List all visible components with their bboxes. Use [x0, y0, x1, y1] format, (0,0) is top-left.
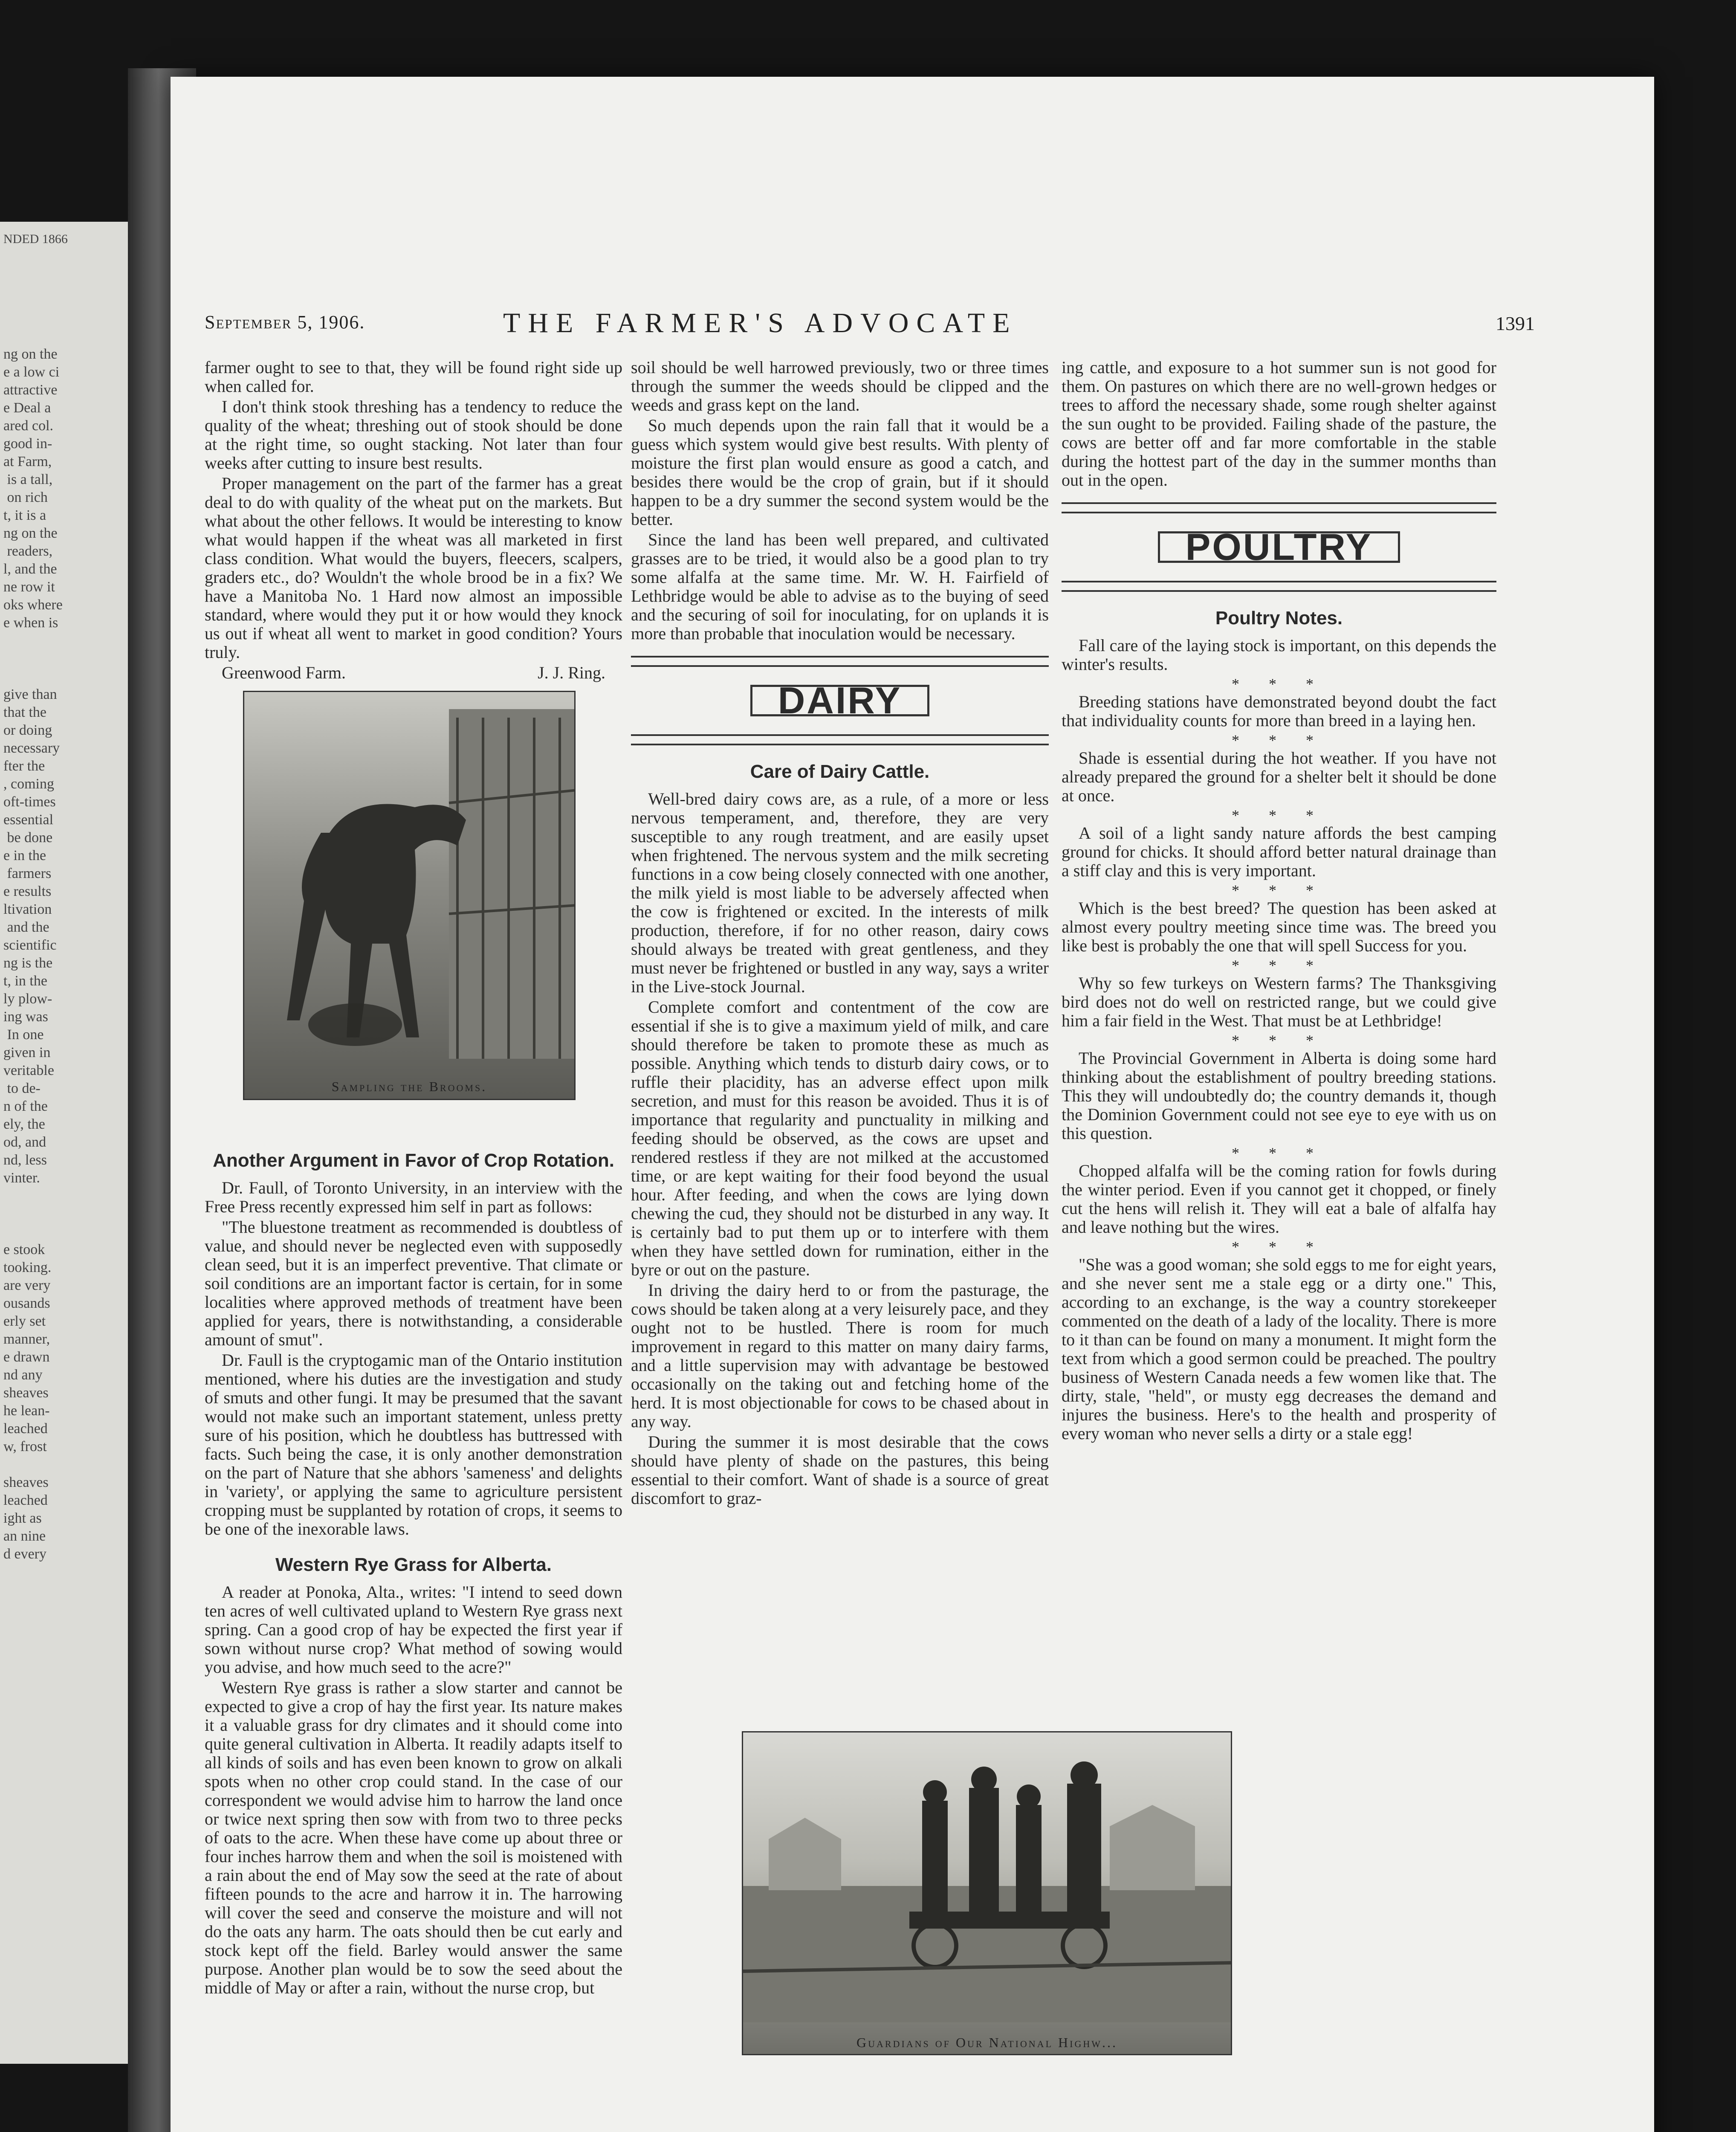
- note: Which is the best breed? The question has been asked at almost every poultry meeting since time was. The breed you like best is probably the one that will spell Success for you.: [1062, 898, 1496, 955]
- paragraph: So much depends upon the rain fall that it would be a guess which system would give best results. With plenty of moisture the first plan would ensure as good a catch, and besides there would be the crop of grain, but if it should happen to be a dry summer the second system would be the better.: [631, 416, 1049, 529]
- section-label: DAIRY: [750, 685, 930, 716]
- paragraph: soil should be well harrowed previously, two or three times through the summer the weeds should be clipped and the weeds and grass kept on the land.: [631, 358, 1049, 414]
- paragraph: During the summer it is most desirable that the cows should have plenty of shade on the pastures, this being essential to their comfort. Want of shade is a source of great discomfort to graz-: [631, 1432, 1049, 1508]
- separator: * * *: [1232, 675, 1326, 692]
- signature-place: Greenwood Farm.: [222, 663, 346, 682]
- photo-colt-sampling-brooms: [243, 691, 576, 1100]
- paragraph: Western Rye grass is rather a slow starter and cannot be expected to give a crop of hay the first year. Its nature makes it a valuable grass for dry climates and it should come into quite general cultivation in Alberta. It readily adapts itself to all kinds of soils and has even been known to grow on alkali spots when no other crop could stand. In the case of our correspondent we would advise him to harrow the land once or twice next spring then sow with from two to three pecks of oats to the acre. When these have come up about three or four inches harrow them and when the soil is moistened with a rain about the end of May sow the seed at the rate of about fifteen pounds to the acre and harrow it in. The harrowing will cover the seed and conserve the moisture and will not do the oats any harm. The oats should then be cut early and stock kept off the field. Barley would answer the same purpose. Another plan would be to sow the seed about the middle of May or after a rain, without the nurse crop, but: [205, 1678, 622, 1997]
- paragraph: Well-bred dairy cows are, as a rule, of a more or less nervous temperament, and, therefore, they are very susceptible to any rough treatment, and are easily upset when frightened. The nervous system and the milk secreting functions in a cow being closely connected with one another, the milk yield is most liable to be adversely affected when the cow is frightened or excited. In the interests of milk production, therefore, if for no other reason, dairy cows should always be treated with great gentleness, and they must never be frightened or bustled in any way, says a writer in the Live-stock Journal.: [631, 789, 1049, 996]
- signature-name: J. J. Ring.: [538, 663, 605, 682]
- article-headline: Poultry Notes.: [1215, 608, 1343, 629]
- column-2: [631, 358, 1049, 1509]
- column-1: [205, 358, 622, 682]
- separator: * * *: [1232, 1144, 1326, 1162]
- issue-date: September 5, 1906.: [205, 312, 365, 333]
- section-label: POULTRY: [1158, 531, 1400, 563]
- signature: [205, 663, 622, 682]
- colt-illustration: [244, 692, 576, 1067]
- prev-page-text: ng on the e a low ci attractive e Deal a ared col. good in- at Farm, is a tall, on rich t, it is a ng on the readers, l, and the ne row it oks where e when is give than that the or doing necessary fter the , coming oft-times essential be done e in the farmers e results ltivation and the scientific ng is the t, in the ly plow- ing was In one given in veritable to de- n of the ely, the od, and nd, less vinter. e stook tooking. are very ousands erly set manner, e drawn nd any sheaves he lean- leached w, frost sheaves leached ight as an nine d every: [3, 346, 63, 1562]
- separator: * * *: [1232, 1032, 1326, 1049]
- paragraph: farmer ought to see to that, they will be found right side up when called for.: [205, 358, 622, 396]
- paragraph: In driving the dairy herd to or from the pasturage, the cows should be taken along at a very leisurely pace, and they ought not to be hustled. There is room for much improvement in regard to this matter on many dairy farms, and a little supervision may with advantage be bestowed occasionally on the taking out and fetching home of the herd. It is most objectionable for cows to be chased about in any way.: [631, 1280, 1049, 1431]
- article-headline: Another Argument in Favor of Crop Rotation.: [213, 1150, 614, 1171]
- separator: * * *: [1232, 732, 1326, 749]
- handcar-illustration: [743, 1732, 1232, 2022]
- article-headline: Care of Dairy Cattle.: [750, 761, 930, 782]
- note: A soil of a light sandy nature affords the best camping ground for chicks. It should afford better natural drainage than a stiff clay and this is very important.: [1062, 823, 1496, 880]
- column-3: [1062, 358, 1496, 1445]
- note: Breeding stations have demonstrated beyond doubt the fact that individuality counts for more than breed in a laying hen.: [1062, 692, 1496, 730]
- paragraph: "The bluestone treatment as recommended is doubtless of value, and should never be neglected even with supposedly clean seed, but it is an imperfect preventive. That climate or soil conditions are an important factor is certain, for in some localities where approved methods of treatment have been applied for years, there is notwithstanding, a considerable amount of smut".: [205, 1217, 622, 1349]
- article-headline: Western Rye Grass for Alberta.: [275, 1554, 552, 1575]
- paragraph: I don't think stook threshing has a tendency to reduce the quality of the wheat; threshing out of stook should be done at the right time, so ought stacking. Not later than four weeks after cutting to insure best results.: [205, 397, 622, 472]
- page-header: [205, 307, 1535, 354]
- paragraph: Dr. Faull, of Toronto University, in an interview with the Free Press recently expressed him self in part as follows:: [205, 1178, 622, 1216]
- note: Why so few turkeys on Western farms? The Thanksgiving bird does not do well on restricted range, but we could give him a fair field in the West. That must be at Lethbridge!: [1062, 973, 1496, 1030]
- separator: * * *: [1232, 882, 1326, 899]
- separator: * * *: [1232, 807, 1326, 824]
- note: Chopped alfalfa will be the coming ration for fowls during the winter period. Even if you cannot get it chopped, or finely cut the hens will relish it. They will eat a bale of alfalfa hay and leave nothing but the wires.: [1062, 1161, 1496, 1237]
- photo-guardians-handcar: [742, 1731, 1232, 2055]
- paragraph: ing cattle, and exposure to a hot summer sun is not good for them. On pastures on which there are no well-grown hedges or trees to afford the necessary shade, some rough shelter against the sun ought to be provided. Failing shade of the pasture, the cows are better off and far more comfortable in the stable during the hottest part of the day in the summer months than out in the open.: [1062, 358, 1496, 490]
- note: Shade is essential during the hot weather. If you have not already prepared the ground for a shelter belt it should be done at once.: [1062, 748, 1496, 805]
- paragraph: Complete comfort and contentment of the cow are essential if she is to give a maximum yield of milk, and care should therefore be taken to promote these as much as possible. Anything which tends to disturb dairy cows, or to ruffle their placidity, has an adverse effect upon milk secretion, and must for this reason be avoided. Thus it is of importance that regularity and punctuality in milking and feeding should be observed, as the cows are upset and rendered restless if they are not milked at the accustomed time, or are kept waiting for their food beyond the usual hour. After feeding, and when the cows are lying down chewing the cud, they should not be disturbed in any way. It is certainly bad to put them up or to interfere with them when they have settled down for rumination, either in the byre or out on the pasture.: [631, 997, 1049, 1279]
- note: "She was a good woman; she sold eggs to me for eight years, and she never sent me a stale egg or a dirty one." This, according to an exchange, is the way a country storekeeper commented on the death of a lady of the locality. There is more to it than can be found on many a monument. It might form the text from which a good sermon could be preached. The poultry business of Western Canada needs a few women like that. The dirty, stale, "held", or musty egg decreases the demand and injures the business. Here's to the health and prosperity of every woman who never sells a dirty or a stale egg!: [1062, 1255, 1496, 1443]
- photo-caption: Guardians of Our National Highw...: [856, 2035, 1117, 2050]
- paragraph: Proper management on the part of the farmer has a great deal to do with quality of the wheat put on the markets. But what about the other fellows. It would be interesting to know what would happen if the wheat was all marketed in first class condition. What would the buyers, fleecers, scalpers, graders etc., do? Wouldn't the whole brood be in a fix? We have a Manitoba No. 1 Hard now almost an impossible standard, where would they put it or how would they knock us out if wheat all went to market in good condition? Yours truly.: [205, 474, 622, 662]
- paragraph: Since the land has been well prepared, and cultivated grasses are to be tried, it would also be a good plan to try some alfalfa at the same time. Mr. W. H. Fairfield of Lethbridge would be able to advise as to the buying of seed and the securing of soil for inoculating, for on uplands it is more than probable that inoculation would be necessary.: [631, 530, 1049, 643]
- note: The Provincial Government in Alberta is doing some hard thinking about the establishment of poultry breeding stations. This they will undoubtedly do; the country demands it, though the Dominion Government could not see eye to eye with us on this question.: [1062, 1049, 1496, 1143]
- separator: * * *: [1232, 957, 1326, 974]
- paragraph: A reader at Ponoka, Alta., writes: "I intend to seed down ten acres of well cultivated upland to Western Rye grass next spring. Can a good crop of hay be expected the first year if sown without nurse crop? What method of sowing would you advise, and how much seed to the acre?": [205, 1582, 622, 1677]
- prev-page-header: NDED 1866: [3, 232, 68, 246]
- separator: * * *: [1232, 1238, 1326, 1255]
- masthead-title: THE FARMER'S ADVOCATE: [503, 307, 1018, 339]
- poultry-section-banner: [1062, 502, 1496, 592]
- note: Fall care of the laying stock is important, on this depends the winter's results.: [1062, 636, 1496, 674]
- column-1-articles: [205, 1134, 622, 1999]
- page-number: 1391: [1496, 313, 1535, 334]
- photo-caption: Sampling the Brooms.: [331, 1079, 487, 1094]
- previous-page-fragment: [0, 222, 128, 2064]
- paragraph: Dr. Faull is the cryptogamic man of the Ontario institution mentioned, where his duties are the investigation and study of smuts and other fungi. It may be presumed that the savant would not make such an important statement, unless pretty sure of his position, which he doubtless has buttressed with facts. Such being the case, it is only another demonstration on the part of Nature that she abhors 'sameness' and delights in 'variety', or applying the same to agriculture persistent cropping must be supplanted by rotation of crops, it seems to be one of the inexorable laws.: [205, 1350, 622, 1538]
- dairy-section-banner: [631, 656, 1049, 745]
